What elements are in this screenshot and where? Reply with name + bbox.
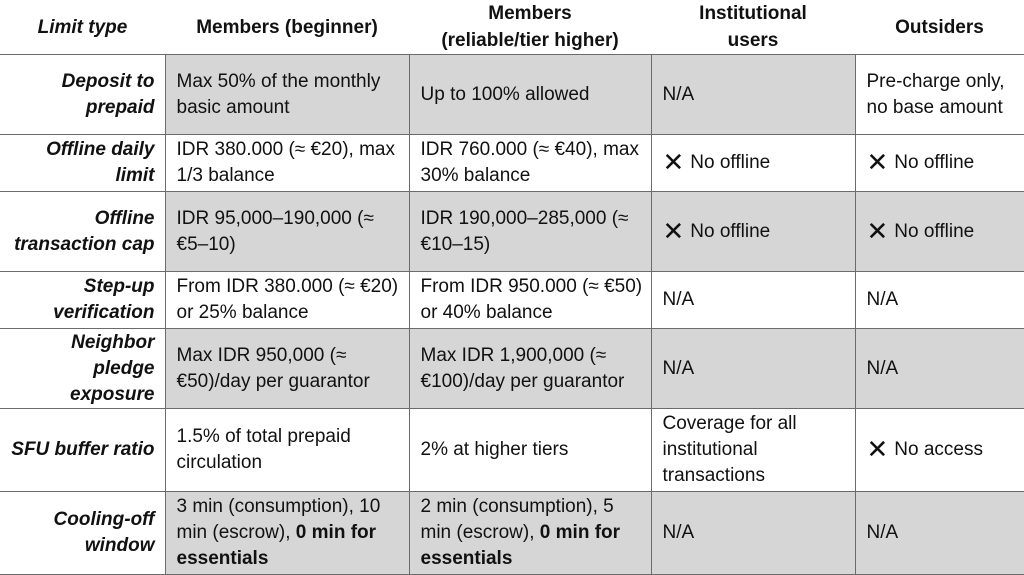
- cell-beginner: 1.5% of total prepaid circulation: [165, 409, 409, 492]
- row-label: Neighbor pledge exposure: [0, 329, 165, 409]
- row-label: Offline transaction cap: [0, 192, 165, 272]
- header-institutional: Institutional users: [699, 3, 807, 51]
- cell-text: 2 min (consumption), 5 min (escrow),: [420, 496, 614, 543]
- cell-outsiders: N/A: [855, 492, 1024, 575]
- cell-institutional: Coverage for all institutional transactions: [651, 409, 855, 492]
- cell-outsiders: [855, 409, 1024, 492]
- table-row: [0, 272, 1024, 329]
- cell-institutional: N/A: [651, 272, 855, 329]
- cell-reliable: Up to 100% allowed: [409, 55, 651, 135]
- no-offline-text: No offline: [690, 152, 771, 173]
- cell-beginner: IDR 380.000 (≈ €20), max 1/3 balance: [165, 135, 409, 192]
- header-outsiders: Outsiders: [895, 16, 984, 38]
- cell-reliable: IDR 190,000–285,000 (≈ €10–15): [409, 192, 651, 272]
- no-offline-text: No offline: [894, 220, 975, 242]
- cell-institutional: N/A: [651, 492, 855, 575]
- cell-outsiders: Pre-charge only, no base amount: [855, 55, 1024, 135]
- cell-reliable: From IDR 950.000 (≈ €50) or 40% balance: [409, 272, 651, 329]
- header-members-reliable: Members (reliable/tier higher): [441, 3, 619, 51]
- cell-outsiders: [855, 135, 1024, 192]
- x-mark-icon: ✕: [662, 215, 685, 246]
- x-mark-icon: ✕: [866, 215, 889, 246]
- cell-reliable: [409, 492, 651, 575]
- table-row: [0, 329, 1024, 409]
- cell-beginner: From IDR 380.000 (≈ €20) or 25% balance: [165, 272, 409, 329]
- no-offline-text: No offline: [690, 220, 771, 242]
- header-members-beginner: Members (beginner): [196, 16, 378, 38]
- cell-reliable: IDR 760.000 (≈ €40), max 30% balance: [409, 135, 651, 192]
- cell-text: 3 min (consumption), 10 min (escrow),: [176, 496, 381, 543]
- x-mark-icon: ✕: [662, 147, 685, 177]
- row-label: SFU buffer ratio: [0, 409, 165, 492]
- header-limit-type: Limit type: [37, 16, 128, 38]
- table-row: [0, 192, 1024, 272]
- no-offline-text: No offline: [894, 152, 975, 173]
- x-mark-icon: ✕: [866, 434, 889, 464]
- row-label: Offline daily limit: [0, 135, 165, 192]
- cell-bold-text: 0 min for essentials: [176, 522, 377, 569]
- table-row: [0, 492, 1024, 575]
- cell-beginner: Max IDR 950,000 (≈ €50)/day per guarantor: [165, 329, 409, 409]
- x-mark-icon: ✕: [866, 147, 889, 177]
- header-row: [0, 0, 1024, 55]
- table-row: [0, 135, 1024, 192]
- cell-beginner: Max 50% of the monthly basic amount: [165, 55, 409, 135]
- cell-beginner: IDR 95,000–190,000 (≈ €5–10): [165, 192, 409, 272]
- cell-institutional: [651, 135, 855, 192]
- no-access-text: No access: [894, 439, 983, 460]
- cell-bold-text: 0 min for essentials: [420, 522, 621, 569]
- table-row: [0, 55, 1024, 135]
- row-label: Deposit to prepaid: [0, 55, 165, 135]
- table-row: [0, 409, 1024, 492]
- cell-institutional: N/A: [651, 55, 855, 135]
- cell-institutional: N/A: [651, 329, 855, 409]
- cell-outsiders: [855, 192, 1024, 272]
- cell-beginner: [165, 492, 409, 575]
- cell-reliable: Max IDR 1,900,000 (≈ €100)/day per guarantor: [409, 329, 651, 409]
- cell-outsiders: N/A: [855, 272, 1024, 329]
- cell-reliable: 2% at higher tiers: [409, 409, 651, 492]
- row-label: Cooling-off window: [0, 492, 165, 575]
- cell-institutional: [651, 192, 855, 272]
- cell-outsiders: N/A: [855, 329, 1024, 409]
- row-label: Step-up verification: [0, 272, 165, 329]
